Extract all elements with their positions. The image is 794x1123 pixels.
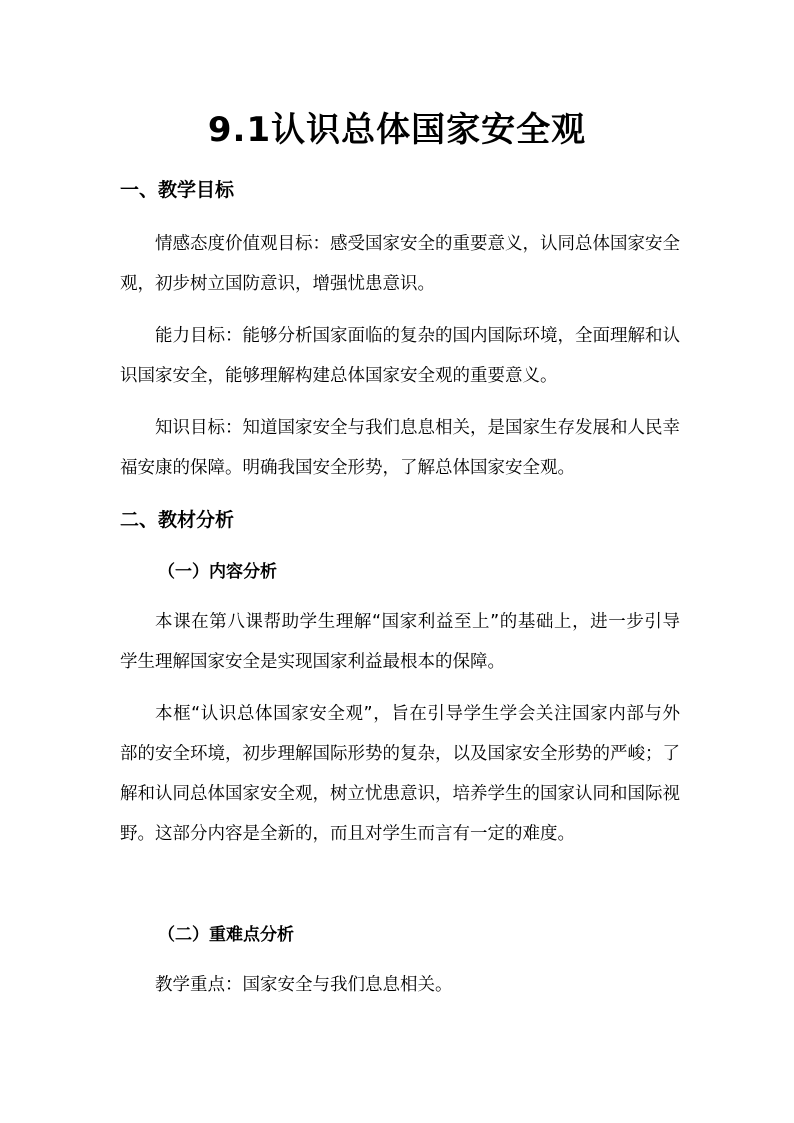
paragraph-emotion-goal: 情感态度价值观目标：感受国家安全的重要意义，认同总体国家安全观，初步树立国防意识，增强忧患意识。 [120,234,680,294]
document-title: 9.1认识总体国家安全观 [207,110,587,150]
section-heading-textbook-analysis: 二、教材分析 [120,509,235,531]
subsection-heading-content-analysis: （一）内容分析 [158,562,277,582]
paragraph-ability-goal: 能力目标：能够分析国家面临的复杂的国内国际环境，全面理解和认识国家安全，能够理解构建总体国家安全观的重要意义。 [120,326,680,386]
paragraph-content-analysis-1: 本课在第八课帮助学生理解“国家利益至上”的基础上，进一步引导学生理解国家安全是实现国家利益最根本的保障。 [120,612,680,672]
paragraph-key-point: 教学重点：国家安全与我们息息相关。 [155,975,453,995]
section-heading-teaching-goals: 一、教学目标 [120,179,235,201]
subsection-heading-key-points: （二）重难点分析 [158,925,294,945]
paragraph-knowledge-goal: 知识目标：知道国家安全与我们息息相关，是国家生存发展和人民幸福安康的保障。明确我国安全形势，了解总体国家安全观。 [120,418,680,478]
paragraph-content-analysis-2: 本框“认识总体国家安全观”，旨在引导学生学会关注国家内部与外部的安全环境，初步理解国际形势的复杂，以及国家安全形势的严峻；了解和认同总体国家安全观，树立忧患意识，培养学生的国家认同和国际视野。这部分内容是全新的，而且对学生而言有一定的难度。 [120,704,680,844]
